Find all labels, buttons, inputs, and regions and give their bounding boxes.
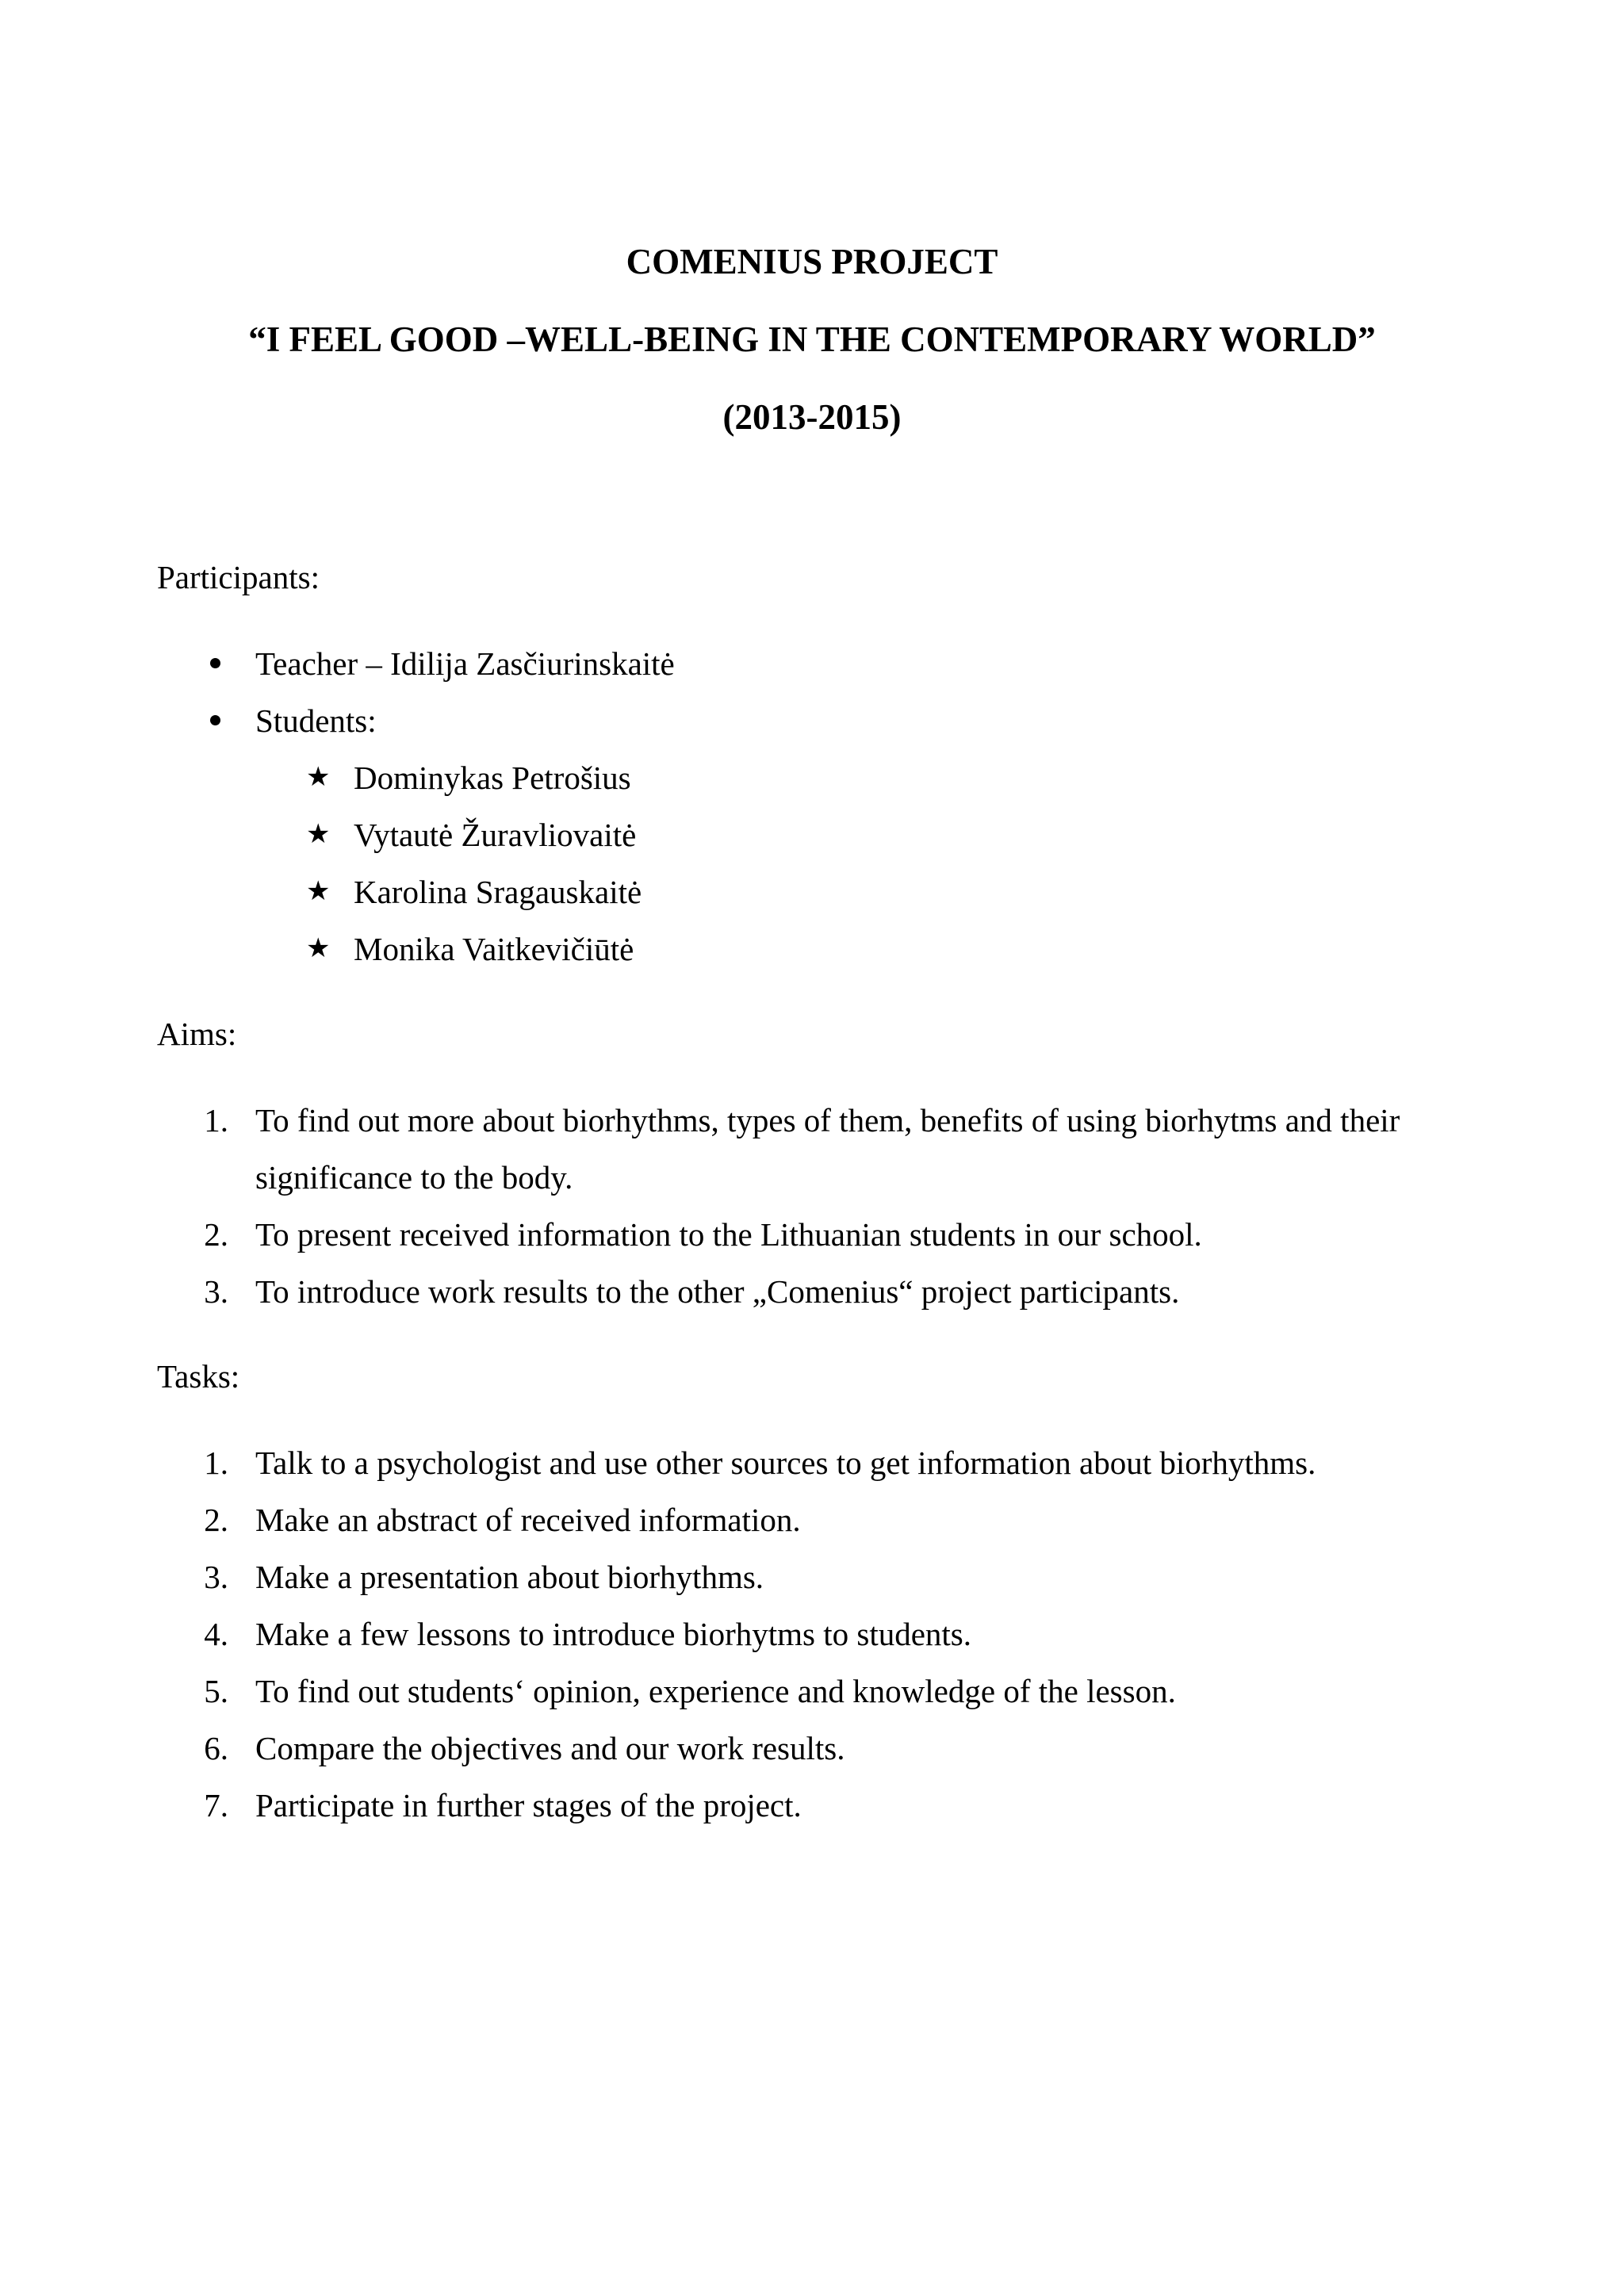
task-number: 1. [204, 1445, 228, 1481]
students-item: Students: [255, 702, 377, 739]
task-item: Make a presentation about biorhythms. [255, 1559, 764, 1595]
aims-heading: Aims: [157, 1016, 237, 1052]
task-number: 4. [204, 1616, 228, 1652]
task-number: 6. [204, 1730, 228, 1766]
star-icon: ★ [306, 763, 331, 792]
task-item: To find out students‘ opinion, experience and knowledge of the lesson. [255, 1673, 1176, 1709]
task-item: Make an abstract of received information. [255, 1502, 801, 1538]
task-number: 2. [204, 1502, 228, 1538]
task-number: 5. [204, 1673, 228, 1709]
project-title: COMENIUS PROJECT [626, 242, 998, 281]
student-name: Vytautė Žuravliovaitė [354, 817, 637, 853]
bullet-icon [210, 658, 220, 668]
aim-item: To find out more about biorhythms, types of them, benefits of using biorhytms and their [255, 1102, 1400, 1138]
aim-number: 3. [204, 1273, 228, 1310]
project-subtitle: “I FEEL GOOD –WELL-BEING IN THE CONTEMPORARY WORLD” [248, 320, 1376, 359]
star-icon: ★ [306, 877, 331, 906]
student-name: Dominykas Petrošius [354, 760, 631, 796]
aim-number: 2. [204, 1216, 228, 1253]
task-item: Compare the objectives and our work results. [255, 1730, 845, 1766]
teacher-item: Teacher – Idilija Zasčiurinskaitė [255, 645, 675, 682]
aim-item: To introduce work results to the other „Comenius“ project participants. [255, 1273, 1180, 1310]
task-item: Participate in further stages of the project. [255, 1787, 802, 1823]
tasks-heading: Tasks: [157, 1358, 240, 1395]
task-item: Make a few lessons to introduce biorhytms to students. [255, 1616, 972, 1652]
bullet-icon [210, 715, 220, 725]
task-item: Talk to a psychologist and use other sources to get information about biorhythms. [255, 1445, 1316, 1481]
aim-item-continuation: significance to the body. [255, 1159, 573, 1196]
student-name: Karolina Sragauskaitė [354, 874, 642, 910]
star-icon: ★ [306, 820, 331, 849]
task-number: 3. [204, 1559, 228, 1595]
participants-heading: Participants: [157, 559, 320, 595]
star-icon: ★ [306, 934, 331, 963]
project-years: (2013-2015) [722, 397, 902, 437]
aim-number: 1. [204, 1102, 228, 1138]
aim-item: To present received information to the Lithuanian students in our school. [255, 1216, 1202, 1253]
student-name: Monika Vaitkevičiūtė [354, 931, 634, 967]
task-number: 7. [204, 1787, 228, 1823]
